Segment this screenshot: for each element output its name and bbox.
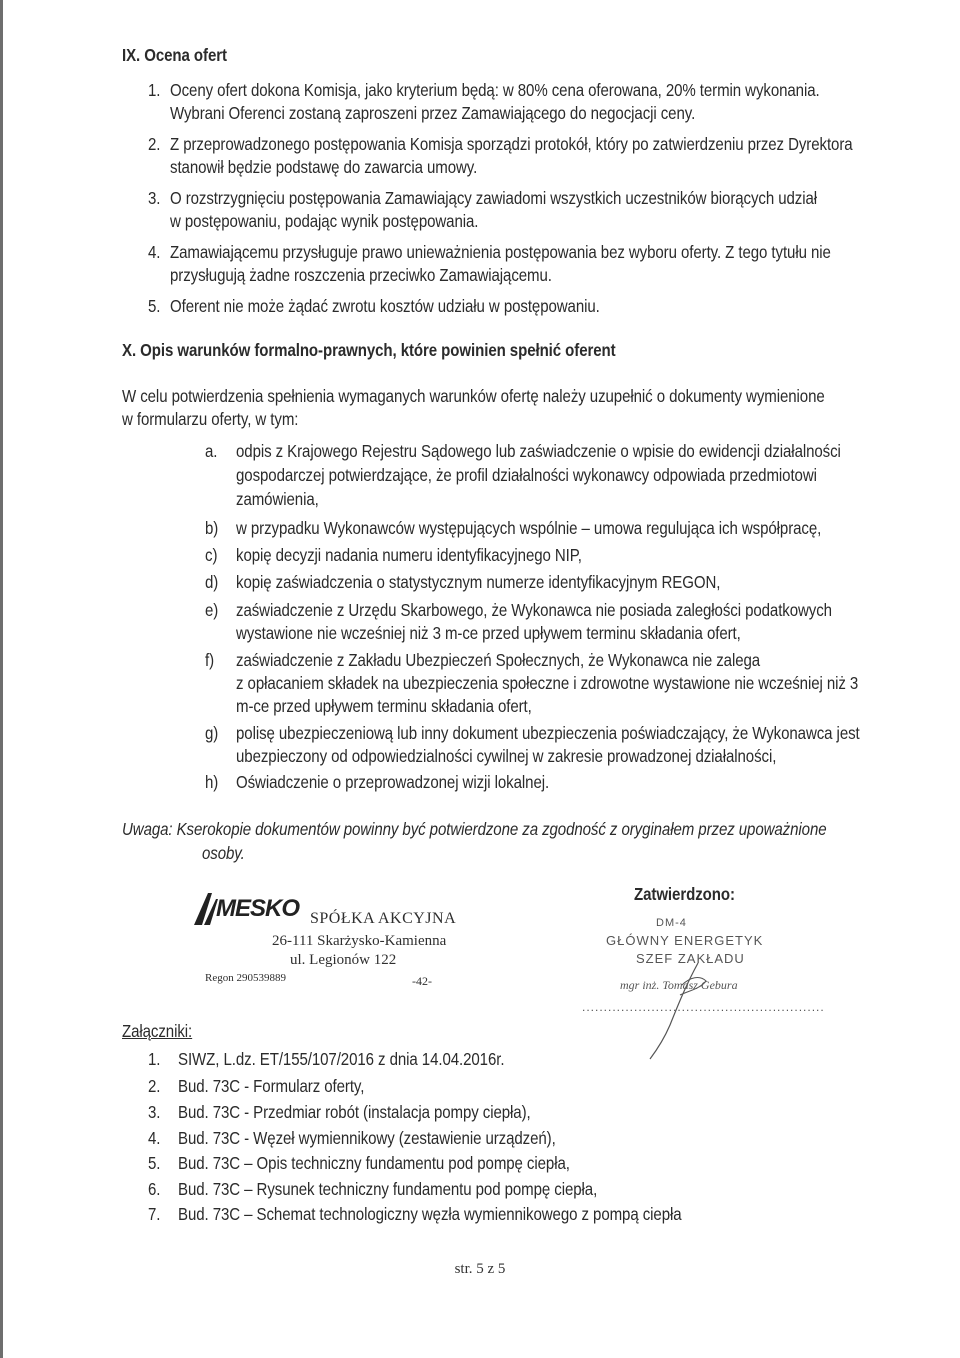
approval-label: Zatwierdzono: bbox=[634, 884, 735, 904]
attachment-2-number: 2. bbox=[148, 1076, 161, 1096]
requirement-f-line-1: zaświadczenie z Zakładu Ubezpieczeń Społecznych, że Wykonawca nie zalega bbox=[236, 650, 761, 670]
company-name: SPÓŁKA AKCYJNA bbox=[310, 910, 457, 927]
mesko-logo-mark-icon bbox=[190, 889, 230, 929]
requirement-d-line-1: kopię zaświadczenia o statystycznym numerze identyfikacyjnym REGON, bbox=[236, 572, 721, 592]
scan-edge bbox=[0, 0, 3, 1358]
signature-line: ........................................................ bbox=[582, 1000, 825, 1014]
mesko-logo-text: MESKO bbox=[216, 895, 300, 922]
note-line-2: osoby. bbox=[202, 843, 245, 863]
requirement-f-line-3: m-ce przed upływem terminu składania ofert, bbox=[236, 696, 532, 716]
approval-signer-name: mgr inż. Tomasz Gebura bbox=[620, 978, 738, 992]
requirement-f-label: f) bbox=[205, 650, 215, 670]
attachment-5-number: 5. bbox=[148, 1153, 161, 1173]
attachment-1-number: 1. bbox=[148, 1049, 161, 1069]
section-ix-item-3-line-1: O rozstrzygnięciu postępowania Zamawiający zawiadomi wszystkich uczestników biorących udział bbox=[170, 188, 818, 208]
note-line-1: Uwaga: Kserokopie dokumentów powinny być potwierdzone za zgodność z oryginałem przez upoważnione bbox=[122, 819, 827, 839]
section-ix-item-2-number: 2. bbox=[148, 134, 161, 154]
requirement-a-line-3: zamówienia, bbox=[236, 489, 319, 509]
requirement-c-line-1: kopię decyzji nadania numeru identyfikacyjnego NIP, bbox=[236, 545, 582, 565]
mesko-logo bbox=[198, 895, 299, 923]
section-ix-item-1-number: 1. bbox=[148, 80, 161, 100]
attachments-label: Załączniki: bbox=[122, 1021, 193, 1041]
section-ix-item-4-number: 4. bbox=[148, 242, 161, 262]
requirement-b-label: b) bbox=[205, 518, 219, 538]
company-city: 26-111 Skarżysko-Kamienna bbox=[272, 933, 447, 949]
requirement-c-label: c) bbox=[205, 545, 218, 565]
attachment-3-text: Bud. 73C - Przedmiar robót (instalacja pompy ciepła), bbox=[178, 1102, 531, 1122]
attachment-5-text: Bud. 73C – Opis techniczny fundamentu pod pompę ciepła, bbox=[178, 1153, 570, 1173]
section-ix-item-4-line-2: przysługują żadne roszczenia przeciwko Zamawiającemu. bbox=[170, 265, 552, 285]
approval-stamp-dept: DM-4 bbox=[656, 917, 687, 929]
section-ix-item-3-number: 3. bbox=[148, 188, 161, 208]
requirement-g-line-2: ubezpieczony od odpowiedzialności cywilnej w zakresie prowadzonej działalności, bbox=[236, 746, 777, 766]
attachment-7-text: Bud. 73C – Schemat technologiczny węzła wymiennikowego z pompą ciepła bbox=[178, 1204, 682, 1224]
section-x-heading: X. Opis warunków formalno-prawnych, które powinien spełnić oferent bbox=[122, 340, 616, 360]
handwritten-signature bbox=[640, 955, 720, 1065]
approval-stamp-unit: SZEF ZAKŁADU bbox=[636, 951, 745, 966]
requirement-f-line-2: z opłacaniem składek na ubezpieczenia społeczne i zdrowotne wystawione nie wcześniej niż 3 bbox=[236, 673, 859, 693]
page-number: str. 5 z 5 bbox=[454, 1261, 506, 1277]
section-ix-item-2-line-1: Z przeprowadzonego postępowania Komisja sporządzi protokół, który po zatwierdzeniu przez Dyrektora bbox=[170, 134, 853, 154]
attachment-4-number: 4. bbox=[148, 1128, 161, 1148]
company-stamp-code: -42- bbox=[412, 974, 432, 988]
section-ix-item-5-number: 5. bbox=[148, 296, 161, 316]
section-x-intro-line-1: W celu potwierdzenia spełnienia wymaganych warunków ofertę należy uzupełnić o dokumenty wymienione bbox=[122, 386, 825, 406]
attachment-1-text: SIWZ, L.dz. ET/155/107/2016 z dnia 14.04.2016r. bbox=[178, 1049, 505, 1069]
attachment-7-number: 7. bbox=[148, 1204, 161, 1224]
company-regon: Regon 290539889 bbox=[205, 972, 286, 984]
requirement-e-line-1: zaświadczenie z Urzędu Skarbowego, że Wykonawca nie posiada zaległości podatkowych bbox=[236, 600, 832, 620]
requirement-a-line-1: odpis z Krajowego Rejestru Sądowego lub zaświadczenie o wpisie do ewidencji działalności bbox=[236, 441, 841, 461]
section-ix-item-5-line-1: Oferent nie może żądać zwrotu kosztów udziału w postępowaniu. bbox=[170, 296, 600, 316]
approval-stamp-title: GŁÓWNY ENERGETYK bbox=[606, 933, 764, 948]
section-ix-item-3-line-2: w postępowaniu, podając wynik postępowania. bbox=[170, 211, 479, 231]
section-ix-item-4-line-1: Zamawiającemu przysługuje prawo unieważnienia postępowania bez wyboru oferty. Z tego tytułu nie bbox=[170, 242, 831, 262]
requirement-h-line-1: Oświadczenie o przeprowadzonej wizji lokalnej. bbox=[236, 772, 550, 792]
section-ix-item-1-line-1: Oceny ofert dokona Komisja, jako kryterium będą: w 80% cena oferowana, 20% termin wykonania. bbox=[170, 80, 820, 100]
requirement-d-label: d) bbox=[205, 572, 219, 592]
requirement-g-line-1: polisę ubezpieczeniową lub inny dokument ubezpieczenia poświadczający, że Wykonawca jest bbox=[236, 723, 860, 743]
requirement-e-line-2: wystawione nie wcześniej niż 3 m-ce przed upływem terminu składania ofert, bbox=[236, 623, 741, 643]
section-ix-item-2-line-2: stanowił będzie podstawę do zawarcia umowy. bbox=[170, 157, 478, 177]
attachment-3-number: 3. bbox=[148, 1102, 161, 1122]
section-x-intro-line-2: w formularzu oferty, w tym: bbox=[122, 409, 299, 429]
requirement-e-label: e) bbox=[205, 600, 219, 620]
requirement-b-line-1: w przypadku Wykonawców występujących wspólnie – umowa regulująca ich współpracę, bbox=[236, 518, 822, 538]
company-street: ul. Legionów 122 bbox=[290, 952, 397, 968]
requirement-a-label: a. bbox=[205, 441, 218, 461]
attachment-6-text: Bud. 73C – Rysunek techniczny fundamentu pod pompę ciepła, bbox=[178, 1179, 598, 1199]
attachment-2-text: Bud. 73C - Formularz oferty, bbox=[178, 1076, 365, 1096]
requirement-h-label: h) bbox=[205, 772, 219, 792]
attachment-6-number: 6. bbox=[148, 1179, 161, 1199]
requirement-g-label: g) bbox=[205, 723, 219, 743]
attachment-4-text: Bud. 73C - Węzeł wymiennikowy (zestawienie urządzeń), bbox=[178, 1128, 556, 1148]
section-ix-item-1-line-2: Wybrani Oferenci zostaną zaproszeni przez Zamawiającego do negocjacji ceny. bbox=[170, 103, 696, 123]
requirement-a-line-2: gospodarczej potwierdzające, że profil działalności wykonawcy odpowiada przedmiotowi bbox=[236, 465, 817, 485]
section-ix-heading: IX. Ocena ofert bbox=[122, 45, 227, 65]
